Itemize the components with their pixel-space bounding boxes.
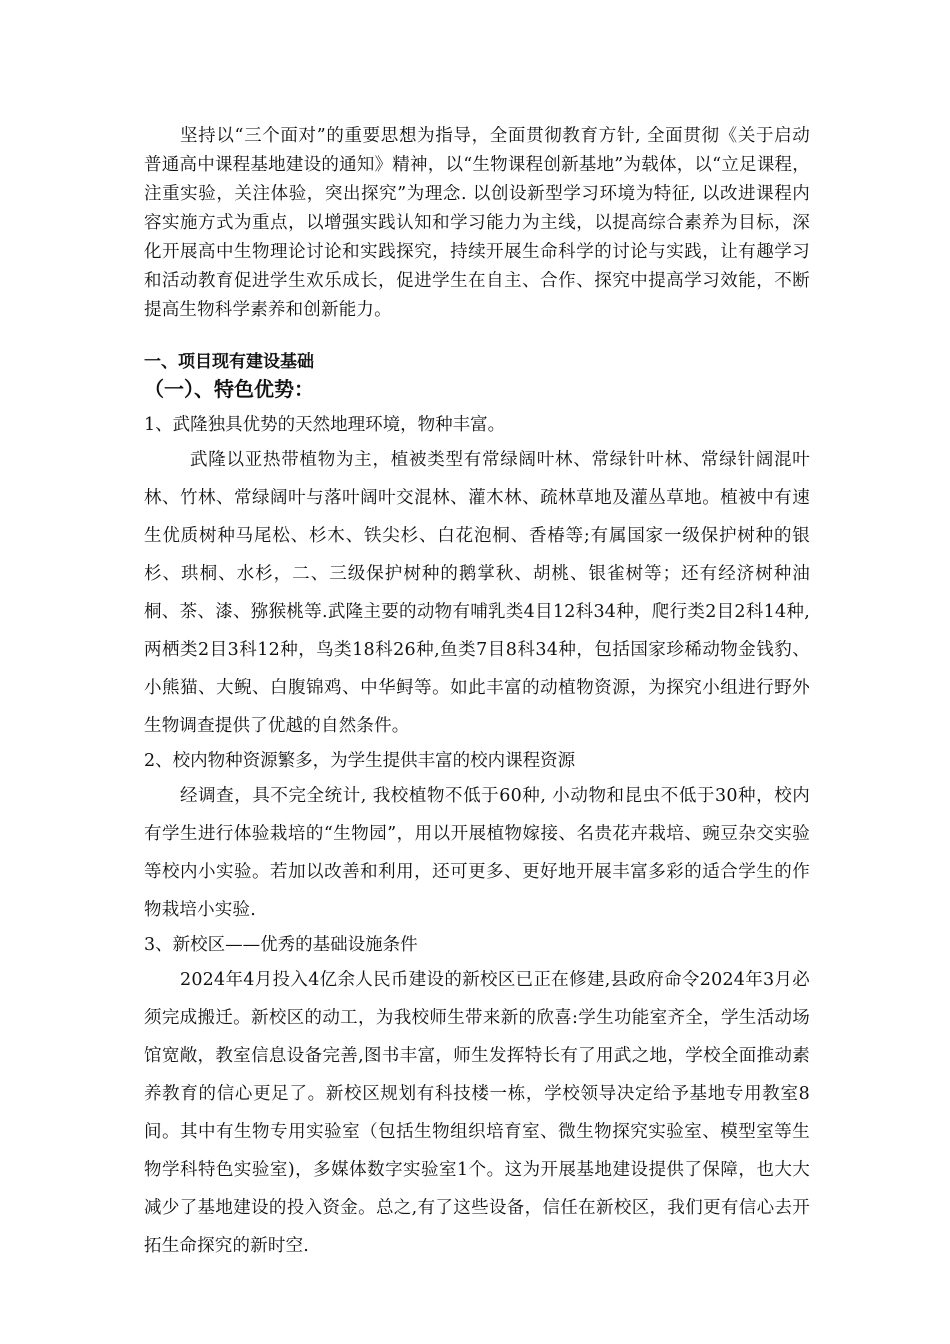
section-body-2: 经调查，具不完全统计, 我校植物不低于60种, 小动物和昆虫不低于30种，校内有学生进行体验栽培的“生物园”，用以开展植物嫁接、名贵花卉栽培、豌豆杂交实验等校内小实验。若加以改善和利用，还可更多、更好地开展丰富多彩的适合学生的作物栽培小实验. [144, 786, 810, 920]
section-title-2: 2、校内物种资源繁多，为学生提供丰富的校内课程资源 [144, 751, 576, 771]
document-page [144, 122, 810, 1265]
heading-project-basis: 一、项目现有建设基础 [144, 352, 314, 372]
heading-feature-advantages: （一）、特色优势： [144, 377, 314, 401]
section-title-3: 3、新校区——优秀的基础设施条件 [144, 935, 418, 955]
section-body-3: 2024年4月投入4亿余人民币建设的新校区已正在修建,县政府命令2024年3月必须完成搬迁。新校区的动工，为我校师生带来新的欣喜:学生功能室齐全，学生活动场馆宽敞，教室信息设备完善,图书丰富，师生发挥特长有了用武之地，学校全面推动素养教育的信心更足了。新校区规划有科技楼一栋，学校领导决定给予基地专用教室8间。其中有生物专用实验室（包括生物组织培育室、微生物探究实验室、模型室等生物学科特色实验室)，多媒体数字实验室1个。这为开展基地建设提供了保障，也大大减少了基地建设的投入资金。总之,有了这些设备，信任在新校区，我们更有信心去开拓生命探究的新时空. [144, 970, 810, 1256]
section-title-1: 1、武隆独具优势的天然地理环境，物种丰富。 [144, 415, 506, 435]
intro-paragraph: 坚持以“三个面对”的重要思想为指导，全面贯彻教育方针, 全面贯彻《关于启动普通高中课程基地建设的通知》精神，以“生物课程创新基地”为载体，以“立足课程，注重实验，关注体验，突出探究”为理念. 以创设新型学习环境为特征, 以改进课程内容实施方式为重点，以增强实践认知和学习能力为主线，以提高综合素养为目标，深化开展高中生物理论讨论和实践探究，持续开展生命科学的讨论与实践，让有趣学习和活动教育促进学生欢乐成长，促进学生在自主、合作、探究中提高学习效能，不断提高生物科学素养和创新能力。 [144, 126, 810, 320]
section-body-1: 武隆以亚热带植物为主，植被类型有常绿阔叶林、常绿针叶林、常绿针阔混叶林、竹林、常绿阔叶与落叶阔叶交混林、灌木林、疏林草地及灌丛草地。植被中有速生优质树种马尾松、杉木、铁尖杉、白花泡桐、香椿等;有属国家一级保护树种的银杉、珙桐、水杉，二、三级保护树种的鹅掌秋、胡桃、银雀树等；还有经济树种油桐、茶、漆、猕猴桃等.武隆主要的动物有哺乳类4目12科34种，爬行类2目2科14种,两栖类2目3科12种，鸟类18科26种,鱼类7目8科34种，包括国家珍稀动物金钱豹、小熊猫、大鲵、白腹锦鸡、中华鲟等。如此丰富的动植物资源，为探究小组进行野外生物调查提供了优越的自然条件。 [144, 450, 810, 736]
